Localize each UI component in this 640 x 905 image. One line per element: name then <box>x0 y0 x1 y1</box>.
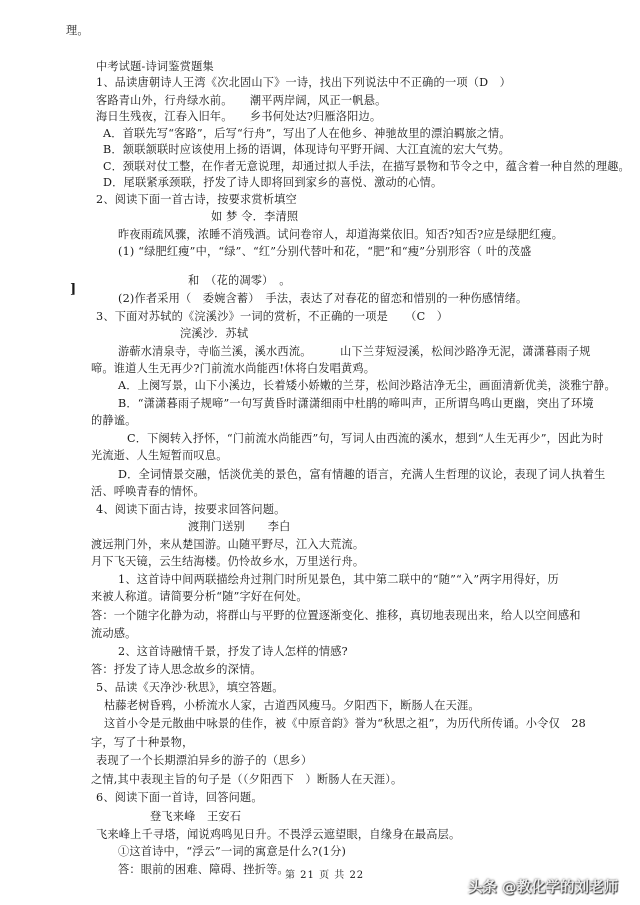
stray-bracket: ] <box>70 282 77 297</box>
text-line: 字，写了十种景物， <box>91 736 194 749</box>
text-line: 1、这首诗中间两联描绘舟过荆门时所见景色，其中第二联中的“随”“入”两字用得好，历 <box>118 573 559 586</box>
text-line: A．上阕写景，山下小溪边，长着矮小娇嫩的兰芽，松间沙路洁净无尘，画面清新优美，淡雅宁静。 <box>118 379 616 392</box>
text-line: 月下飞天镜，云生结海楼。仍怜故乡水，万里送行舟。 <box>91 555 365 568</box>
text-line: 浣溪沙．苏轼 <box>180 327 249 340</box>
text-line: 4、阅读下面古诗，按要求回答问题。 <box>96 503 286 516</box>
text-line: 渡荆门送别 李白 <box>188 520 291 533</box>
text-line: 这首小令是元散曲中咏景的佳作，被《中原音韵》誉为“秋思之祖”，为历代所传诵。小令仅 28 <box>104 717 586 730</box>
text-line: 表现了一个长期漂泊异乡的游子的（思乡） <box>96 754 313 767</box>
text-line: 1、品读唐朝诗人王湾《次北固山下》一诗，找出下列说法中不正确的一项（D ） <box>96 76 512 89</box>
text-line: (1) “绿肥红瘦”中，“绿”、“红”分别代替叶和花，“肥”和“瘦”分别形容（ 叶的茂盛 <box>118 245 532 258</box>
text-line: C．颈联对仗工整，在作者无意说理，却通过拟人手法，在描写景物和节令之中，蕴含着一种自然的理趣。 <box>103 160 630 173</box>
text-line: 渡远荆门外，来从楚国游。山随平野尽，江入大荒流。 <box>91 538 365 551</box>
text-line: 客路青山外，行舟绿水前。 潮平两岸阔，风正一帆悬。 <box>96 94 387 107</box>
text-line: 流动感。 <box>91 627 137 640</box>
text-line: B．“潇潇暮雨子规啼”一句写黄昏时潇潇细雨中杜鹃的啼叫声，正所谓鸟鸣山更幽，突出了环境 <box>118 397 594 410</box>
text-line: 如 梦 令．李清照 <box>211 210 299 223</box>
text-line: 答：抒发了诗人思念故乡的深情。 <box>91 663 262 676</box>
text-line: (2)作者采用（ 委婉含蓄） 手法，表达了对春花的留恋和惜别的一种伤感情绪。 <box>118 292 528 305</box>
text-line: A．首联先写“客路”，后写“行舟”，写出了人在他乡、神驰故里的漂泊羁旅之情。 <box>103 127 511 140</box>
text-line: 枯藤老树昏鸦，小桥流水人家，古道西风瘦马。夕阳西下，断肠人在天涯。 <box>104 699 480 712</box>
text-line: 登飞来峰 王安石 <box>150 810 242 823</box>
page-footer: 第 21 页 共 22 <box>285 870 365 881</box>
text-line: 中考试题-诗词鉴赏题集 <box>96 60 214 73</box>
text-line: 飞来峰上千寻塔，闻说鸡鸣见日升。不畏浮云遮望眼，自缘身在最高层。 <box>96 828 461 841</box>
text-line: 2、阅读下面一首古诗，按要求赏析填空 <box>96 193 297 206</box>
text-line: 2、这首诗融情千景，抒发了诗人怎样的情感? <box>118 645 348 658</box>
text-line: B．颔联颔联时应该使用上扬的语调，体现诗句平野开阔、大江直流的宏大气势。 <box>103 143 510 156</box>
text-line: 活、呼唤青春的情怀。 <box>91 485 205 498</box>
text-line: D．尾联紧承颈联，抒发了诗人即将回到家乡的喜悦、激动的心情。 <box>103 176 443 189</box>
text-line: ①这首诗中，“浮云”一词的寓意是什么?(1分) <box>118 845 347 858</box>
text-line: D．全词情景交融，恬淡优美的景色，富有情趣的语言，充满人生哲理的议论，表现了词人执着生 <box>118 468 606 481</box>
text-line: 游蕲水清泉寺，寺临兰溪，溪水西流。 山下兰芽短浸溪，松间沙路净无泥，潇潇暮雨子规 <box>118 345 591 358</box>
text-line: 3、下面对苏轼的《浣溪沙》一词的赏析，不正确的一项是 （C ） <box>96 310 449 323</box>
text-line: 啼。谁道人生无再少?门前流水尚能西!休将白发唱黄鸡。 <box>91 362 376 375</box>
text-line: 6、阅读下面一首诗，回答问题。 <box>96 791 263 804</box>
watermark: 头条 @教化学的刘老师 <box>467 880 618 896</box>
text-line: 答：眼前的困难、障碍、挫折等。 <box>118 863 289 876</box>
text-line: 答：一个随字化静为动，将群山与平野的位置逐渐变化、推移，真切地表现出来，给人以空间感和 <box>91 609 581 622</box>
text-line: 5、品读《天净沙·秋思》，填空答题。 <box>96 681 284 694</box>
text-line: 之情,其中表现主旨的句子是（（夕阳西下 ）断肠人在天涯）。 <box>91 773 403 786</box>
text-line: 理。 <box>66 24 89 37</box>
text-line: C．下阕转入抒怀，“门前流水尚能西”句，写词人由西流的溪水，想到“人生无再少”，因此为时 <box>127 432 604 445</box>
text-line: 来被人称道。请简要分析“随”字好在何处。 <box>91 590 308 603</box>
text-line: 昨夜雨疏风骤，浓睡不消残酒。试问卷帘人，却道海棠依旧。知否?知否?应是绿肥红瘦。 <box>118 228 564 241</box>
text-line: 和 （花的凋零） 。 <box>188 274 291 287</box>
text-line: 光流逝、人生短暂而叹息。 <box>91 449 228 462</box>
text-line: 的静谧。 <box>91 414 137 427</box>
text-line: 海日生残夜，江春入旧年。 乡书何处达?归雁洛阳边。 <box>96 110 382 123</box>
